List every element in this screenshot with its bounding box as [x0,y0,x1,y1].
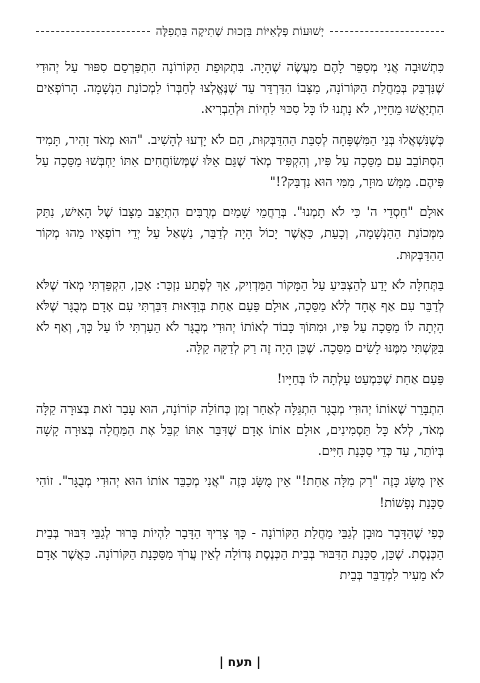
paragraph-2: כְּשֶׁנִּשְׁאֲלוּ בְּנֵי הַמִּשְׁפָּחָה לְסִבַּת הַהִדַּבְּקוּת, הֵם לֹא יָדְעוּ לְהָשִׁיב. "הוּא מְאֹד זָהִיר, תָּמִיד הִסְתּוֹבֵב עִם מַסֵּכָה עַל פִּיו, וְהִקְפִּיד מְאֹד שֶׁגַּם אֵלּוּ שֶׁמְּשׂוֹחֲחִים אִתּוֹ יַחְבְּשׁוּ מַסֵּכָה עַל פִּיהֶם. מַמָּשׁ מוּזָר, מִמִּי הוּא נִדְבַּק?!" [36,131,444,190]
page-number: | תעח | [219,655,261,669]
running-header [36,22,444,40]
document-body [36,56,444,585]
paragraph-7: אֵין מֻשָּׂג כָּזֶה "רַק מִלָּה אַחַת!" אֵין מֻשָּׂג כָּזֶה "אֲנִי מְכַבֵּד אוֹתוֹ הוּא יְהוּדִי מְבֻגָּר". זוֹהִי סַכָּנַת נְפָשׁוֹת! [36,473,444,510]
header-dash-left [36,31,150,32]
paragraph-1: כִּתְשׁוּבָה אֲנִי מְסַפֵּר לָהֶם מַעֲשֶׂה שֶׁהָיָה. בִּתְקוּפַת הַקּוֹרוֹנָה הִתְפַּרְסֵם סִפּוּר עַל יְהוּדִי שֶׁנִּדְבַּק בְּמַחֲלַת הַקּוֹרוֹנָה, מַצָּבוֹ הִדַּרְדֵּר עַד שֶׁנֶּאֱלְצוּ לְחַבְּרוֹ לִמְכוֹנַת הַנְשָׁמָה. הָרוֹפְאִים הִתְיָאֲשׁוּ מֵחַיָּיו, לֹא נָתְנוּ לוֹ כָּל סִכּוּי לִחְיוֹת וּלְהַבְרִיא. [36,59,444,117]
paragraph-5: פַּעַם אַחַת שֶׁכִּמְעַט עָלְתָה לוֹ בְּחַיָּיו! [276,370,444,386]
paragraph-4: בַּתְּחִלָּה לֹא יָדַע לְהַצְבִּיעַ עַל הַמָּקוֹר הַמַּדְוִיק, אַךְ לְפֶתַע נִזְכַּר: אָכֵן, הִקְפַּדְתִּי מְאֹד שֶׁלֹּא לְדַבֵּר עִם אַף אֶחָד לְלֹא מַסֵּכָה, אוּלָם פַּעַם אַחַת בְּוַדָּאוּת דִּבַּרְתִּי עִם אָדָם מְבֻגָּר שֶׁלֹּא הָיְתָה לוֹ מַסֵּכָה עַל פִּיו, וּמִתּוֹךְ כָּבוֹד לְאוֹתוֹ יְהוּדִי מְבֻגָּר לֹא הֵעַרְתִּי לוֹ עַל כָּךְ, וְאַף לֹא בִּקַּשְׁתִּי מִמֶּנּוּ לָשִׂים מַסֵּכָה. שֶׁכֵּן הָיָה זֶה רַק לְדַקָּה קַלָּה. [36,276,444,356]
header-dash-right [330,31,444,32]
paragraph-8: כְּפִי שֶׁהַדָּבָר מוּבָן לְגַבֵּי מַחֲלַת הַקּוֹרוֹנָה - כָּךְ צָרִיךְ הַדָּבָר לִהְיוֹת בָּרוּר לְגַבֵּי דִּבּוּר בְּבֵית הַכְּנֶסֶת. שֶׁכֵּן, סַכָּנַת הַדִּבּוּר בְּבֵית הַכְּנֶסֶת גְּדוֹלָה לְאֵין עֲרֹךְ מִסַּכָּנַת הַקּוֹרוֹנָה. כַּאֲשֶׁר אָדָם לֹא מֵעִיר לִמְדַבֵּר בְּבֵית [36,524,444,583]
header-title: יְשׁוּעוֹת פְּלָאִיּוֹת בִּזְכוּת שְׁתִיקָה בִּתְפִלָּה [155,24,325,38]
paragraph-6: הִתְבָּרֵר שֶׁאוֹתוֹ יְהוּדִי מְבֻגָּר הִתְגַּלָּה לְאַחַר זְמַן כְּחוֹלֵה קוֹרוֹנָה, הוּא עָבַר זֹאת בְּצוּרָה קַלָּה מְאֹד, לְלֹא כָּל תַּסְמִינִים, אוּלָם אוֹתוֹ אָדָם שֶׁדִּבֵּר אִתּוֹ קִבֵּל אֶת הַמַּחֲלָה בְּצוּרָה קָשָׁה בְּיוֹתֵר, עַד כְּדֵי סַכָּנַת חַיִּים. [36,400,444,459]
paragraph-3: אוּלָם "חַסְדֵי ה' כִּי לֹא תָמְנוּ". בְּרַחֲמֵי שָׁמַיִם מְרֻבִּים הִתְיַצֵּב מַצָּבוֹ שֶׁל הָאִישׁ, נִתַּק מִמְּכוֹנַת הַהַנְשָׁמָה, וְכָעֵת, כַּאֲשֶׁר יָכוֹל הָיָה לְדַבֵּר, נִשְׁאַל עַל יְדֵי רוֹפְאָיו מַהוּ מְקוֹר הַהִדַּבְּקוּת. [36,204,444,262]
